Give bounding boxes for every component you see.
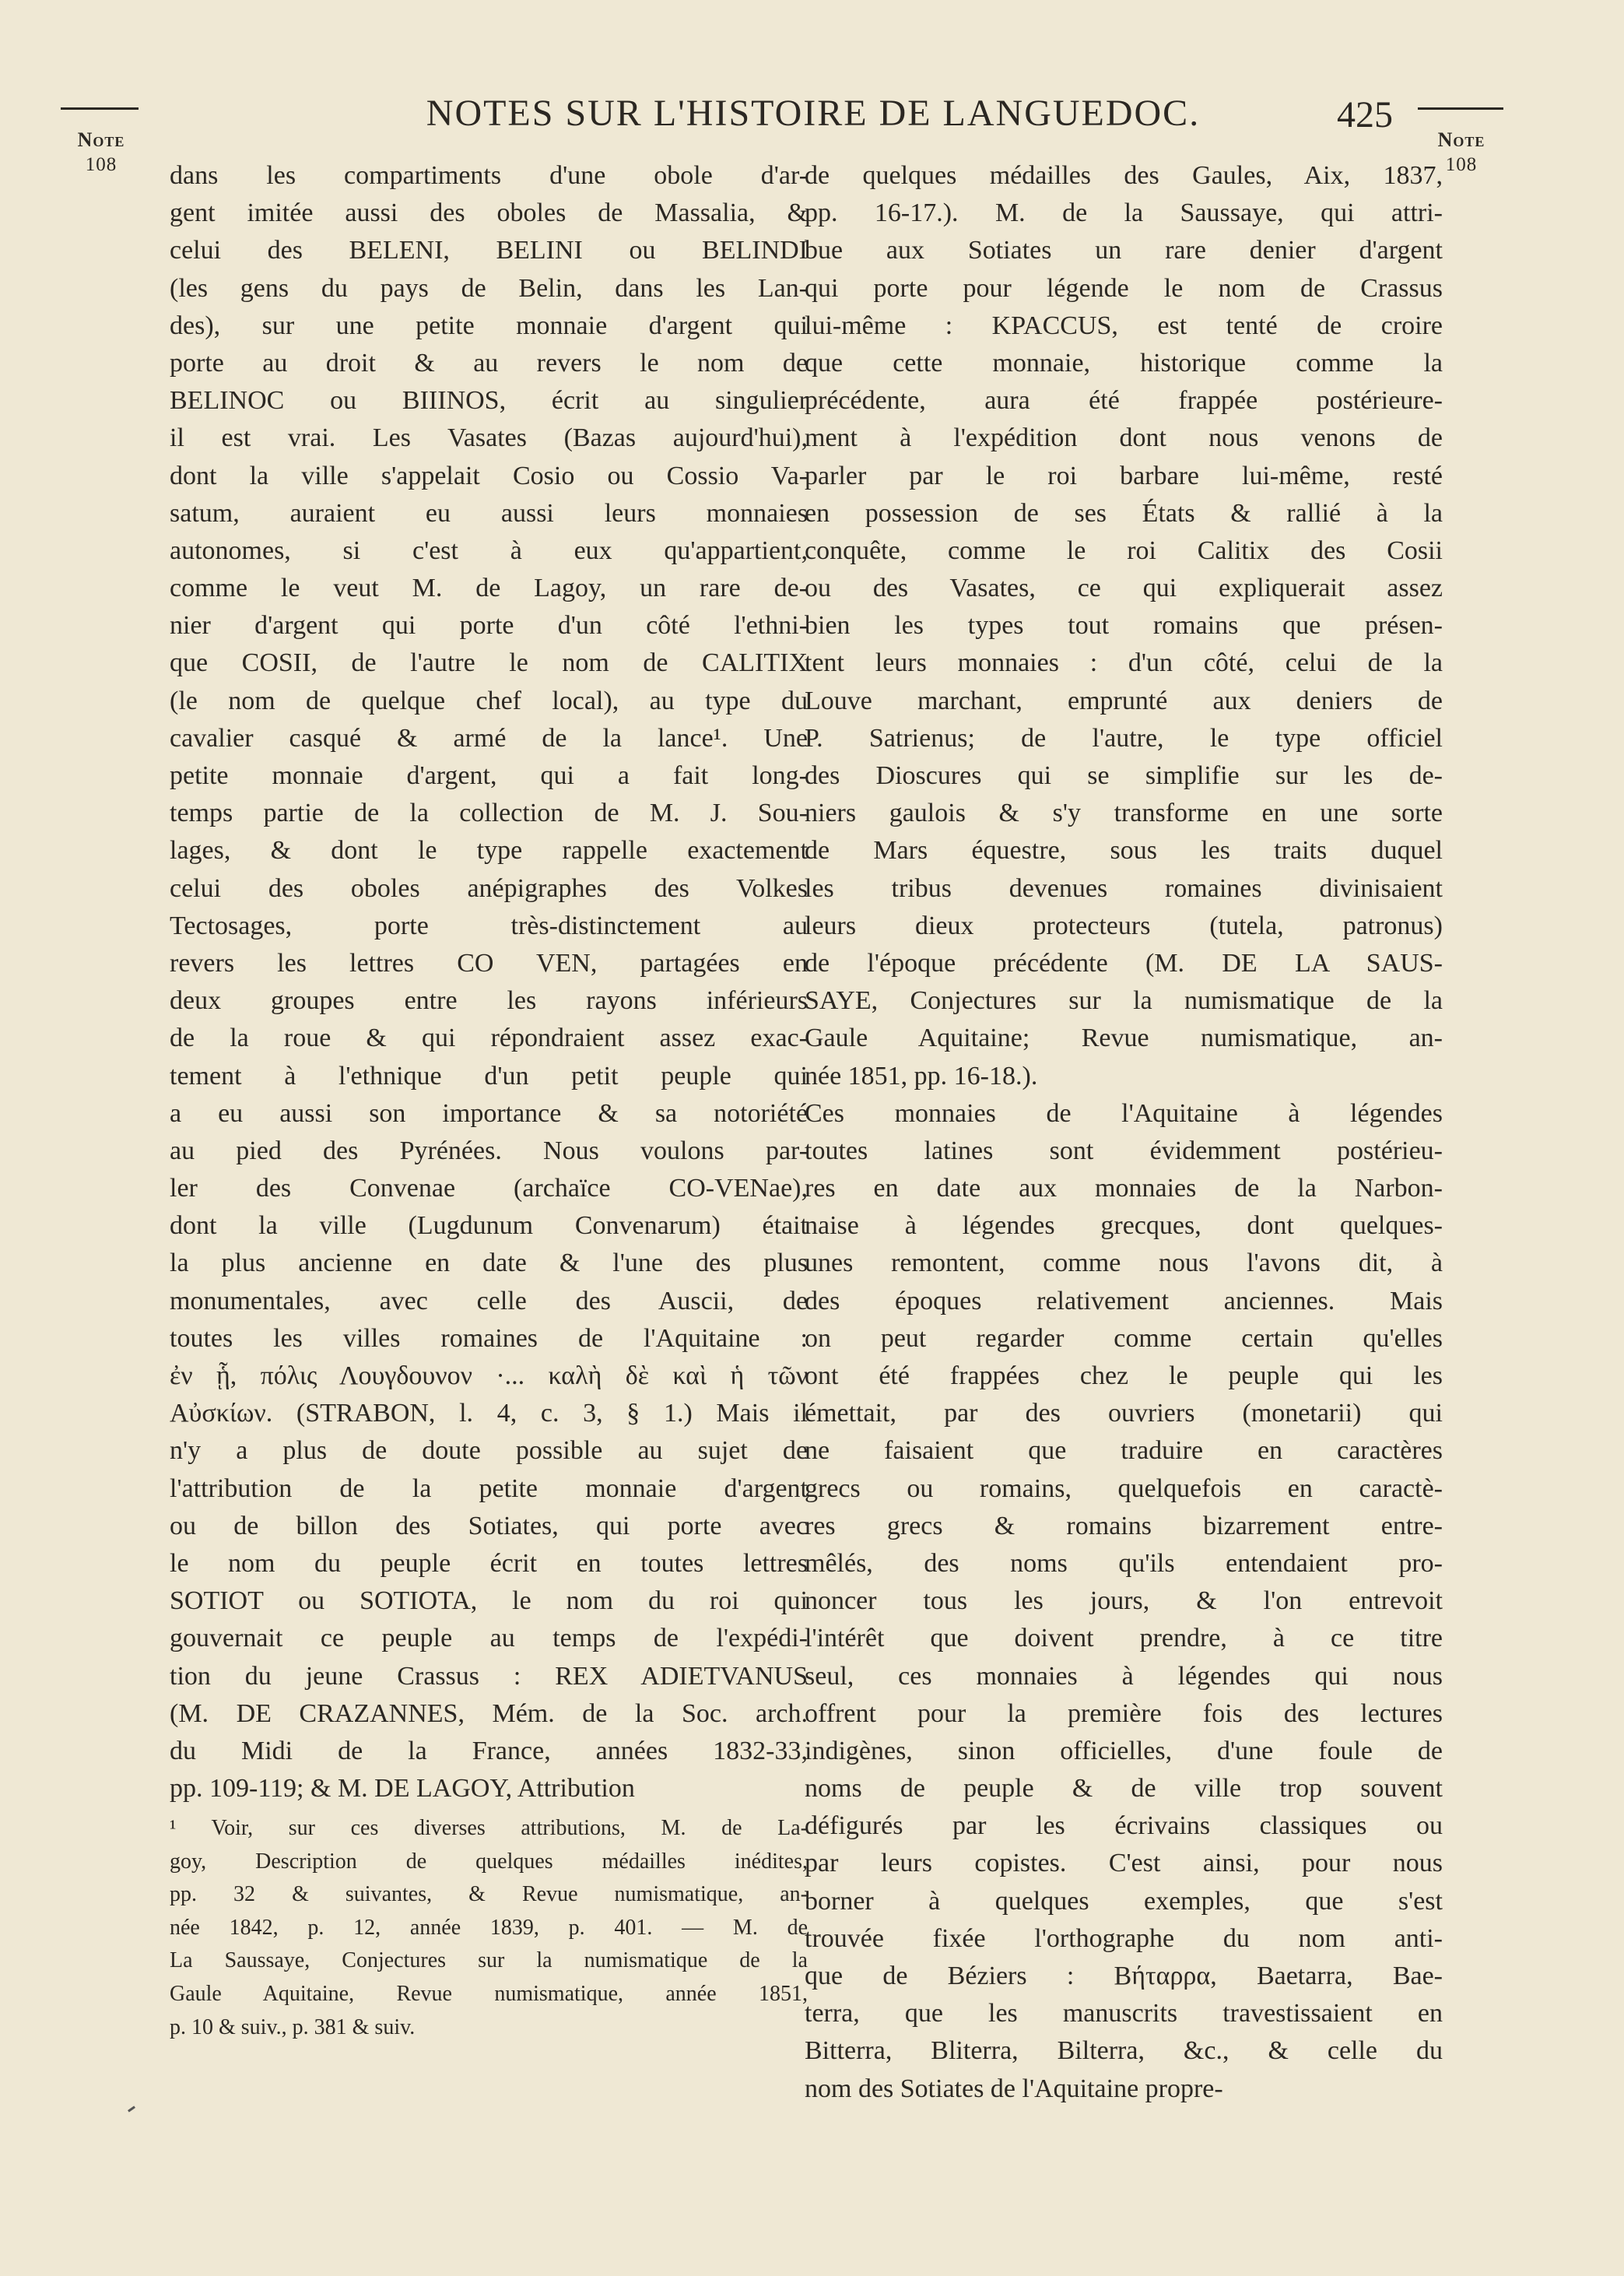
text-line: res en date aux monnaies de la Narbon- (805, 1174, 1443, 1203)
text-line: autonomes, si c'est à eux qu'appartient, (170, 536, 808, 565)
margin-note-label: Note (1437, 128, 1485, 151)
text-line: ne faisaient que traduire en caractères (805, 1436, 1443, 1466)
text-line: noms de peuple & de ville trop souvent (805, 1774, 1443, 1804)
text-line: du Midi de la France, années 1832-33, (170, 1736, 808, 1765)
text-line: SOTIOT ou SOTIOTA, le nom du roi qui (170, 1586, 808, 1616)
text-line: bue aux Sotiates un rare denier d'argent (805, 236, 1443, 265)
text-line: Bitterra, Bliterra, Bilterra, &c., & celle du (805, 2036, 1443, 2066)
text-line: de Mars équestre, sous les traits duquel (805, 836, 1443, 866)
text-line: a eu aussi son importance & sa notoriété (170, 1098, 808, 1128)
footnote-line: p. 10 & suiv., p. 381 & suiv. (170, 2014, 416, 2039)
text-line: celui des BELENI, BELINI ou BELINDI (170, 236, 808, 265)
text-line: P. Satrienus; de l'autre, le type officiel (805, 723, 1443, 753)
footnote-line: goy, Description de quelques médailles inédites, (170, 1849, 808, 1874)
text-line: de l'époque précédente (M. DE LA SAUS- (805, 948, 1443, 978)
text-line: porte au droit & au revers le nom de (170, 348, 808, 378)
text-line: seul, ces monnaies à légendes qui nous (805, 1661, 1443, 1691)
text-line: leurs dieux protecteurs (tutela, patronus) (805, 911, 1443, 940)
text-line: tent leurs monnaies : d'un côté, celui de la (805, 648, 1443, 678)
footnote-line: ¹ Voir, sur ces diverses attributions, M. de La- (170, 1816, 808, 1840)
text-line: bien les types tout romains que présen- (805, 611, 1443, 641)
text-line: on peut regarder comme certain qu'elles (805, 1323, 1443, 1353)
text-line: que de Béziers : Βήταρρα, Baetarra, Bae- (805, 1962, 1443, 1990)
margin-note-left (54, 128, 148, 177)
text-line: défigurés par les écrivains classiques ou (805, 1811, 1443, 1841)
text-line: l'attribution de la petite monnaie d'argent (170, 1473, 808, 1503)
text-line: nier d'argent qui porte d'un côté l'ethni- (170, 611, 808, 641)
footnote-line: pp. 32 & suivantes, & Revue numismatique, an- (170, 1882, 808, 1907)
running-title: NOTES SUR L'HISTOIRE DE LANGUEDOC. (426, 93, 1201, 134)
text-line: émettait, par des ouvriers (monetarii) qui (805, 1399, 1443, 1428)
text-line: celui des oboles anépigraphes des Volkes (170, 873, 808, 903)
text-line: trouvée fixée l'orthographe du nom anti- (805, 1923, 1443, 1953)
footnotes (170, 1812, 808, 2044)
text-line: pp. 16-17.). M. de la Saussaye, qui attri- (805, 198, 1443, 228)
text-line: terra, que les manuscrits travestissaient en (805, 1999, 1443, 2028)
text-line: les tribus devenues romaines divinisaient (805, 873, 1443, 903)
text-line: cavalier casqué & armé de la lance¹. Une (170, 723, 808, 753)
text-line: ment à l'expédition dont nous venons de (805, 423, 1443, 453)
margin-note-label: Note (77, 128, 125, 151)
text-line: ont été frappées chez le peuple qui les (805, 1361, 1443, 1390)
text-line: res grecs & romains bizarrement entre- (805, 1511, 1443, 1540)
text-line: Gaule Aquitaine; Revue numismatique, an- (805, 1024, 1443, 1053)
text-line: naise à légendes grecques, dont quelques- (805, 1211, 1443, 1241)
header-rule-left (61, 107, 139, 110)
text-line: niers gaulois & s'y transforme en une sorte (805, 799, 1443, 828)
text-line: toutes latines sont évidemment postérieu- (805, 1136, 1443, 1165)
text-line: (les gens du pays de Belin, dans les Lan- (170, 273, 808, 303)
text-line: satum, auraient eu aussi leurs monnaies (170, 498, 808, 528)
text-line: par leurs copistes. C'est ainsi, pour nous (805, 1849, 1443, 1878)
text-line: noncer tous les jours, & l'on entrevoit (805, 1586, 1443, 1616)
text-line: dans les compartiments d'une obole d'ar- (170, 161, 808, 190)
text-line: tement à l'ethnique d'un petit peuple qui (170, 1061, 808, 1091)
text-line: la plus ancienne en date & l'une des plus (170, 1249, 808, 1278)
text-line: au pied des Pyrénées. Nous voulons par- (170, 1136, 808, 1165)
header-rule-right (1418, 107, 1503, 110)
text-line: parler par le roi barbare lui-même, resté (805, 461, 1443, 490)
text-line: née 1851, pp. 16-18.). (805, 1061, 1038, 1091)
text-line: ἐν ᾗ, πόλις Λουγδουνον ·... καλὴ δὲ καὶ ἡ τῶν (170, 1361, 808, 1390)
text-line: unes remontent, comme nous l'avons dit, à (805, 1249, 1443, 1278)
text-line: lages, & dont le type rappelle exactement (170, 836, 808, 866)
text-line: comme le veut M. de Lagoy, un rare de- (170, 574, 808, 603)
text-line: lui-même : KPACCUS, est tenté de croire (805, 311, 1443, 340)
text-line: le nom du peuple écrit en toutes lettres (170, 1548, 808, 1578)
text-line: des Dioscures qui se simplifie sur les de- (805, 761, 1443, 790)
text-line: que cette monnaie, historique comme la (805, 348, 1443, 378)
text-line: petite monnaie d'argent, qui a fait long- (170, 761, 808, 790)
text-line: dont la ville (Lugdunum Convenarum) était (170, 1211, 808, 1241)
text-line: tion du jeune Crassus : REX ADIETVANUS (170, 1661, 808, 1691)
text-line: dont la ville s'appelait Cosio ou Cossio Va- (170, 461, 808, 490)
page-number: 425 (1337, 94, 1393, 135)
text-line: Ces monnaies de l'Aquitaine à légendes (805, 1098, 1443, 1128)
text-line: Tectosages, porte très-distinctement au (170, 911, 808, 940)
text-line: gouvernait ce peuple au temps de l'expédi- (170, 1624, 808, 1653)
text-line: qui porte pour légende le nom de Crassus (805, 273, 1443, 303)
text-line: pp. 109-119; & M. DE LAGOY, Attribution (170, 1774, 635, 1804)
text-line: précédente, aura été frappée postérieure- (805, 386, 1443, 416)
footnote-line: Gaule Aquitaine, Revue numismatique, année 1851, (170, 1981, 808, 2006)
text-line: l'intérêt que doivent prendre, à ce titre (805, 1624, 1443, 1653)
text-line: ler des Convenae (archaïce CO-VENae), (170, 1174, 808, 1203)
text-line: (M. DE CRAZANNES, Mém. de la Soc. arch. (170, 1698, 808, 1728)
text-line: SAYE, Conjectures sur la numismatique de la (805, 986, 1443, 1016)
text-line: des époques relativement anciennes. Mais (805, 1286, 1443, 1315)
margin-note-number: 108 (1445, 154, 1478, 175)
text-line: de quelques médailles des Gaules, Aix, 1837, (805, 161, 1443, 190)
print-blemish (128, 2106, 135, 2112)
text-line: n'y a plus de doute possible au sujet de (170, 1436, 808, 1466)
text-line: deux groupes entre les rayons inférieurs (170, 986, 808, 1016)
right-column (805, 157, 1443, 2108)
text-line: Αὐσκίων. (STRABON, l. 4, c. 3, § 1.) Mais il (170, 1399, 808, 1428)
text-line: il est vrai. Les Vasates (Bazas aujourd'hui), (170, 423, 808, 453)
text-line: revers les lettres CO VEN, partagées en (170, 948, 808, 978)
text-line: de la roue & qui répondraient assez exac- (170, 1024, 808, 1053)
text-line: indigènes, sinon officielles, d'une foule de (805, 1736, 1443, 1765)
text-line: conquête, comme le roi Calitix des Cosii (805, 536, 1443, 565)
text-line: borner à quelques exemples, que s'est (805, 1886, 1443, 1916)
margin-note-number: 108 (85, 154, 118, 175)
left-column (170, 157, 808, 1807)
text-line: BELINOC ou BIIINOS, écrit au singulier (170, 386, 808, 416)
text-line: toutes les villes romaines de l'Aquitaine : (170, 1323, 808, 1353)
footnote-line: née 1842, p. 12, année 1839, p. 401. — M. de (170, 1915, 808, 1940)
text-line: gent imitée aussi des oboles de Massalia, & (170, 198, 808, 228)
text-line: en possession de ses États & rallié à la (805, 498, 1443, 528)
text-line: ou des Vasates, ce qui expliquerait assez (805, 574, 1443, 603)
text-line: (le nom de quelque chef local), au type du (170, 686, 808, 715)
text-line: mêlés, des noms qu'ils entendaient pro- (805, 1548, 1443, 1578)
text-line: Louve marchant, emprunté aux deniers de (805, 686, 1443, 715)
text-line: que COSII, de l'autre le nom de CALITIX (170, 648, 808, 678)
text-line: temps partie de la collection de M. J. Sou- (170, 799, 808, 828)
text-line: nom des Sotiates de l'Aquitaine propre- (805, 2074, 1223, 2103)
text-line: offrent pour la première fois des lectures (805, 1698, 1443, 1728)
text-line: des), sur une petite monnaie d'argent qui (170, 311, 808, 340)
text-line: monumentales, avec celle des Auscii, de (170, 1286, 808, 1315)
text-line: ou de billon des Sotiates, qui porte avec (170, 1511, 808, 1540)
text-line: grecs ou romains, quelquefois en caractè- (805, 1473, 1443, 1503)
footnote-line: La Saussaye, Conjectures sur la numismatique de la (170, 1948, 808, 1973)
